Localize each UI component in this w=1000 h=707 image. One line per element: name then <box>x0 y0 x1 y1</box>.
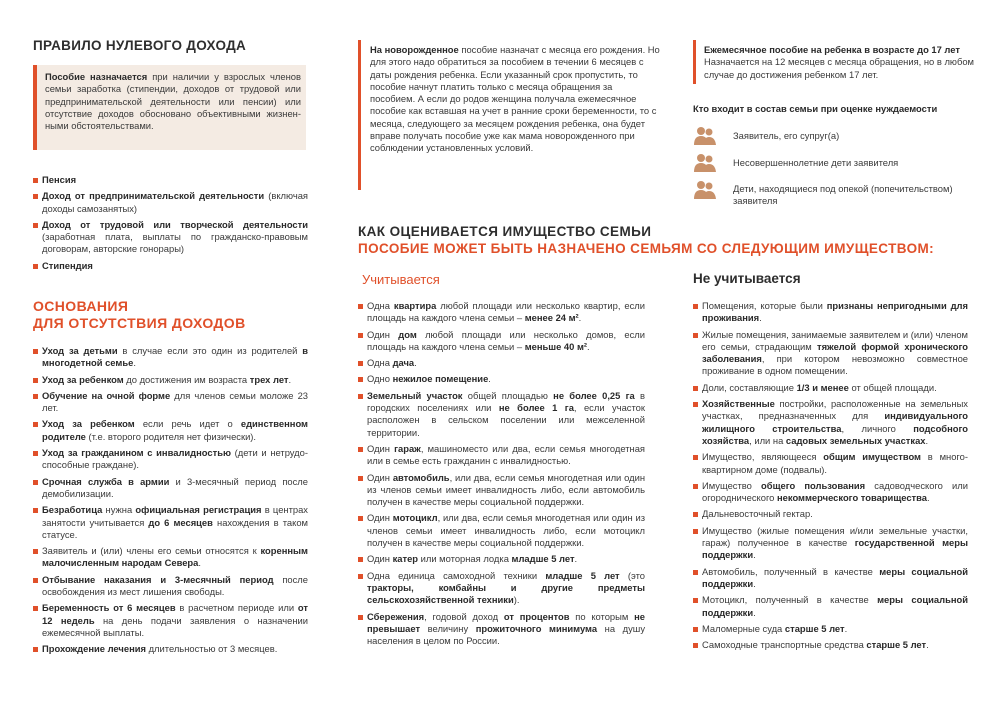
income-list <box>33 174 308 276</box>
zero-income-box <box>33 65 306 150</box>
counted-item: Один гараж, машиноместо или два, если семья многодетная или в семье есть гражданин с инвалидностью. <box>358 443 645 468</box>
absence-title: ОСНОВАНИЯ ДЛЯ ОТСУТСТВИЯ ДОХОДОВ <box>33 298 246 331</box>
counted-item: Один автомобиль, или два, если семья многодетная или один из членов семьи имеет инвалидность либо, если автомобиль получен в качестве меры социальной поддержки. <box>358 472 645 509</box>
family-title: Кто входит в состав семьи при оценке нуждаемости <box>693 103 938 114</box>
not-counted-item: Имущество (жилые помещения и/или земельные участки, гараж) полученное в качестве государственной меры поддержки. <box>693 525 968 562</box>
zero-income-text: Пособие назначается при наличии у взрослых членов семьи заработка (стипендии, доходов от трудовой или предпринимательской деятельности или пенсии) или отсутствие доходов обосновано объективными жизненными обстоятельствами. <box>45 71 301 132</box>
people-icon <box>693 180 717 200</box>
under17-block: Ежемесячное пособие на ребенка в возрасте до 17 лет Назначается на 12 месяцев с месяца обращения, но в любом случае до достижения ребенком 17 лет. <box>704 44 974 80</box>
not-counted-item: Самоходные транспортные средства старше 5 лет. <box>693 639 968 651</box>
newborn-text: На новорожденное пособие назначат с месяца его рождения. Но для этого надо обратиться за пособием в течении 6 месяцев с даты рождения ребенка. Если указанный срок пропустить, то пособие начнут платить только с месяца обращения за пособием. А если до родов женщина получала ежемесячное пособие как вставшая на учет в ранние сроки беременности, то с месяца, следующего за месяцем рождения ребенка, она будет вправе получать пособие уже как мама новорожденного при соблюдении установленных условий. <box>370 44 660 154</box>
not-counted-item: Автомобиль, полученный в качестве меры социальной поддержки. <box>693 566 968 591</box>
not-counted-item: Дальневосточный гектар. <box>693 508 968 520</box>
people-icon <box>693 153 717 173</box>
income-item: Пенсия <box>33 174 308 186</box>
not-counted-item: Мотоцикл, полученный в качестве меры социальной поддержки. <box>693 594 968 619</box>
newborn-bar <box>358 40 361 190</box>
absence-item: Уход за гражданином с инвалидностью (дети и нетрудоспособные граждане). <box>33 447 308 472</box>
absence-item: Заявитель и (или) члены его семьи относятся к коренным малочисленным народам Севера. <box>33 545 308 570</box>
not-counted-list <box>693 300 968 655</box>
absence-item: Срочная служба в армии и 3-месячный период после демобилизации. <box>33 476 308 501</box>
not-counted-item: Имущество общего пользования садоводческого или огороднического некоммерческого товарищества. <box>693 480 968 505</box>
people-icon <box>693 126 717 146</box>
family-list <box>693 120 973 220</box>
absence-item: Безработица нужна официальная регистрация в центрах занятости учитывается до 6 месяцев нахождения в таком статусе. <box>33 504 308 541</box>
absence-item: Отбывание наказания и 3-месячный период после освобождения из мест лишения свободы. <box>33 574 308 599</box>
counted-item: Один катер или моторная лодка младше 5 лет. <box>358 553 645 565</box>
absence-item: Обучение на очной форме для членов семьи моложе 23 лет. <box>33 390 308 415</box>
income-item: Доход от трудовой или творческой деятельности (заработная плата, выплаты по гражданско-правовым договорам, авторские гонорары) <box>33 219 308 256</box>
income-item: Стипендия <box>33 260 308 272</box>
property-subtitle: ПОСОБИЕ МОЖЕТ БЫТЬ НАЗНАЧЕНО СЕМЬЯМ СО СЛЕДУЮЩИМ ИМУЩЕСТВОМ: <box>358 241 935 256</box>
counted-item: Один мотоцикл, или два, если семья многодетная или один из членов семьи имеет инвалидность либо, если мотоцикл получен в качестве меры социальной поддержки. <box>358 512 645 549</box>
not-counted-item: Маломерные суда старше 5 лет. <box>693 623 968 635</box>
property-title: КАК ОЦЕНИВАЕТСЯ ИМУЩЕСТВО СЕМЬИ <box>358 224 652 239</box>
not-counted-title: Не учитывается <box>693 271 801 286</box>
not-counted-item: Имущество, являющееся общим имуществом в многоквартирном доме (подвалы). <box>693 451 968 476</box>
not-counted-item: Хозяйственные постройки, расположенные на земельных участках, предназначенных для индивидуального жилищного строительства, личного подсобного хозяйства, или на садовых земельных участках. <box>693 398 968 447</box>
absence-item: Уход за ребенком до достижения им возраста трех лет. <box>33 374 308 386</box>
zero-income-title: ПРАВИЛО НУЛЕВОГО ДОХОДА <box>33 38 247 53</box>
counted-list <box>358 300 645 651</box>
counted-item: Один дом любой площади или несколько домов, если площадь на каждого члена семьи – меньше 40 м². <box>358 329 645 354</box>
absence-list <box>33 345 308 660</box>
family-member-text: Несовершеннолетние дети заявителя <box>733 157 899 168</box>
counted-item: Одна дача. <box>358 357 645 369</box>
counted-title: Учитывается <box>362 272 440 287</box>
under17-bar <box>693 40 696 84</box>
not-counted-item: Помещения, которые были признаны непригодными для проживания. <box>693 300 968 325</box>
counted-item: Сбережения, годовой доход от процентов по которым не превышает величину прожиточного минимума на душу населения в целом по России. <box>358 611 645 648</box>
counted-item: Одна единица самоходной техники младше 5 лет (это тракторы, комбайны и другие предметы сельскохозяйственной техники). <box>358 570 645 607</box>
absence-item: Прохождение лечения длительностью от 3 месяцев. <box>33 643 308 655</box>
income-item: Доход от предпринимательской деятельности (включая доходы самозанятых) <box>33 190 308 215</box>
family-member-text: Заявитель, его супруг(а) <box>733 130 840 141</box>
absence-item: Уход за детьми в случае если это один из родителей в многодетной семье. <box>33 345 308 370</box>
not-counted-item: Доли, составляющие 1/3 и менее от общей площади. <box>693 382 968 394</box>
counted-item: Одно нежилое помещение. <box>358 373 645 385</box>
counted-item: Одна квартира любой площади или несколько квартир, если площадь на каждого члена семьи – менее 24 м². <box>358 300 645 325</box>
absence-item: Беременность от 6 месяцев в расчетном периоде или от 12 недель на день подачи заявления о назначении ежемесячной выплаты. <box>33 602 308 639</box>
absence-item: Уход за ребенком если речь идет о единственном родителе (т.е. второго родителя нет физически). <box>33 418 308 443</box>
counted-item: Земельный участок общей площадью не более 0,25 га в городских поселениях или не более 1 га, если участок расположен в сельском поселении или межселенной территории. <box>358 390 645 439</box>
not-counted-item: Жилые помещения, занимаемые заявителем и (или) членом его семьи, страдающим тяжелой формой хронического заболевания, при котором невозможно совместное проживание в одном помещении. <box>693 329 968 378</box>
family-member-text: Дети, находящиеся под опекой (попечительством) заявителя <box>733 183 953 207</box>
